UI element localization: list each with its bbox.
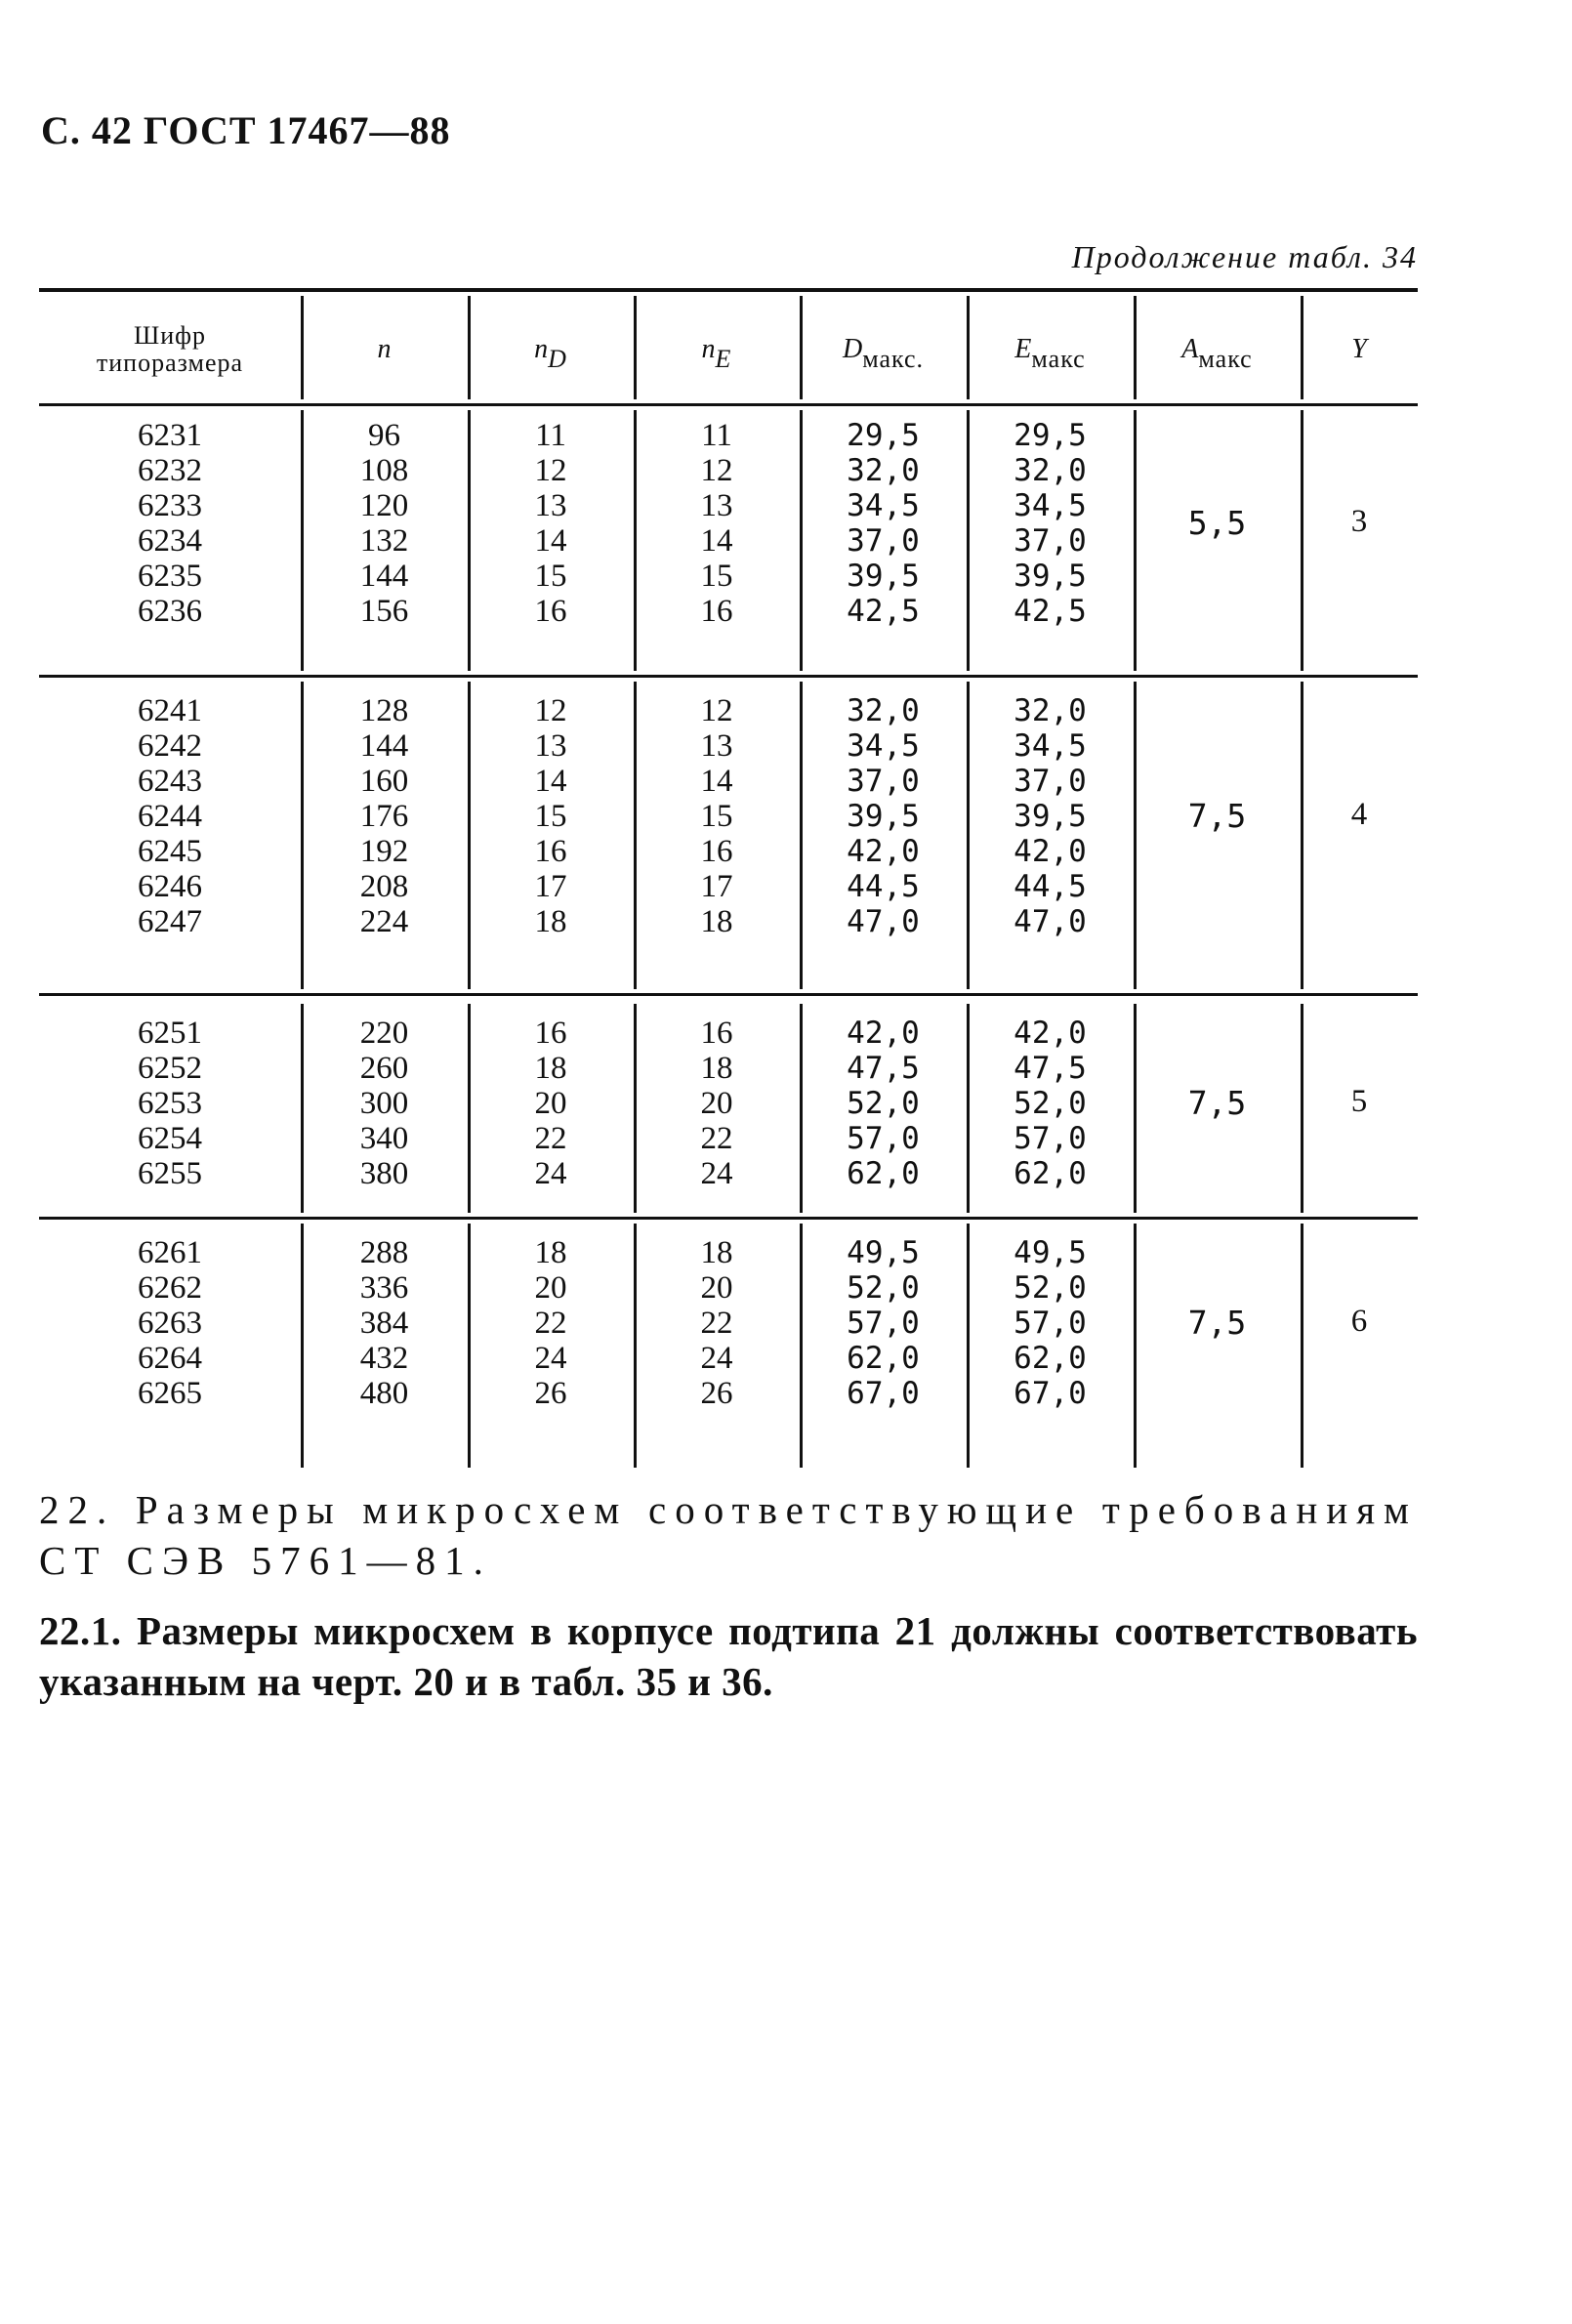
- group-divider: [39, 1217, 1418, 1220]
- col-nD-values: 16 18 20 22 24: [534, 1016, 567, 1191]
- col-header-Amax: [1134, 306, 1301, 394]
- col-header-Amax-main: A: [1181, 334, 1199, 364]
- col-code-values: 6231 6232 6233 6234 6235 6236: [138, 418, 202, 629]
- col-header-Y-main: Y: [1351, 334, 1367, 364]
- col-header-n-main: n: [377, 334, 392, 364]
- column-divider: [1134, 296, 1137, 399]
- column-divider: [1301, 682, 1303, 989]
- col-nD-values: 11 12 13 14 15 16: [534, 418, 567, 629]
- col-code-values: 6261 6262 6263 6264 6265: [138, 1235, 202, 1411]
- col-nD-values: 12 13 14 15 16 17 18: [534, 693, 567, 939]
- header-bottom-rule: [39, 403, 1418, 406]
- amax-value: 7,5: [1187, 797, 1247, 835]
- column-divider: [800, 410, 803, 671]
- y-value: 5: [1350, 1084, 1368, 1119]
- page-header: С. 42 ГОСТ 17467—88: [41, 108, 451, 152]
- col-nE-values: 12 13 14 15 16 17 18: [700, 693, 733, 939]
- col-header-nE-main: n: [701, 334, 716, 364]
- col-header-Emax-main: E: [1014, 334, 1032, 364]
- group-divider: [39, 675, 1418, 678]
- y-value: 4: [1350, 797, 1368, 832]
- column-divider: [468, 1004, 471, 1213]
- paragraph-22: 22. Размеры микросхем соответствующие требованиям СТ СЭВ 5761—81.: [39, 1487, 1418, 1583]
- column-divider: [1301, 1224, 1303, 1468]
- column-divider: [468, 296, 471, 399]
- column-divider: [1134, 410, 1137, 671]
- column-divider: [468, 410, 471, 671]
- column-divider: [800, 296, 803, 399]
- table-top-rule: [39, 288, 1418, 292]
- column-divider: [301, 1224, 304, 1468]
- column-divider: [967, 296, 970, 399]
- col-header-Dmax: [800, 306, 967, 394]
- col-header-n: [301, 306, 468, 394]
- column-divider: [967, 410, 970, 671]
- column-divider: [967, 682, 970, 989]
- amax-value: 5,5: [1187, 504, 1247, 542]
- column-divider: [468, 682, 471, 989]
- col-header-nD: [468, 306, 634, 394]
- col-E-values: 49,5 52,0 57,0 62,0 67,0: [1014, 1235, 1087, 1411]
- column-divider: [800, 1224, 803, 1468]
- column-divider: [1301, 410, 1303, 671]
- column-divider: [1301, 296, 1303, 399]
- col-code-values: 6251 6252 6253 6254 6255: [138, 1016, 202, 1191]
- y-value: 6: [1350, 1304, 1368, 1339]
- col-n-values: 96 108 120 132 144 156: [359, 418, 409, 629]
- col-E-values: 42,0 47,5 52,0 57,0 62,0: [1014, 1016, 1087, 1191]
- col-D-values: 49,5 52,0 57,0 62,0 67,0: [847, 1235, 920, 1411]
- amax-value: 7,5: [1187, 1304, 1247, 1342]
- table-continuation-caption: Продолжение табл. 34: [1071, 239, 1418, 274]
- column-divider: [634, 1224, 637, 1468]
- column-divider: [800, 682, 803, 989]
- column-divider: [967, 1224, 970, 1468]
- col-n-values: 288 336 384 432 480: [359, 1235, 409, 1411]
- col-header-Dmax-sub: макс.: [862, 345, 925, 373]
- col-nE-values: 11 12 13 14 15 16: [700, 418, 733, 629]
- amax-value: 7,5: [1187, 1084, 1247, 1122]
- col-D-values: 42,0 47,5 52,0 57,0 62,0: [847, 1016, 920, 1191]
- column-divider: [634, 296, 637, 399]
- column-divider: [468, 1224, 471, 1468]
- column-divider: [1134, 1224, 1137, 1468]
- col-header-Y: [1301, 306, 1418, 394]
- col-n-values: 128 144 160 176 192 208 224: [359, 693, 409, 939]
- column-divider: [967, 1004, 970, 1213]
- col-nE-values: 16 18 20 22 24: [700, 1016, 733, 1191]
- column-divider: [301, 296, 304, 399]
- col-header-Amax-sub: макс: [1198, 345, 1253, 373]
- col-header-code: Шифр типоразмера: [96, 321, 244, 377]
- paragraph-22-1: 22.1. Размеры микросхем в корпусе подтипа 21 должны соответствовать указанным на черт. 20 и в табл. 35 и 36.: [39, 1608, 1418, 1704]
- column-divider: [634, 410, 637, 671]
- col-D-values: 29,5 32,0 34,5 37,0 39,5 42,5: [847, 418, 920, 629]
- col-header-nE: [634, 306, 800, 394]
- column-divider: [634, 682, 637, 989]
- col-code-values: 6241 6242 6243 6244 6245 6246 6247: [138, 693, 202, 939]
- column-divider: [634, 1004, 637, 1213]
- col-D-values: 32,0 34,5 37,0 39,5 42,0 44,5 47,0: [847, 693, 920, 939]
- col-header-nE-sub: E: [715, 345, 732, 373]
- group-divider: [39, 993, 1418, 996]
- col-E-values: 32,0 34,5 37,0 39,5 42,0 44,5 47,0: [1014, 693, 1087, 939]
- col-E-values: 29,5 32,0 34,5 37,0 39,5 42,5: [1014, 418, 1087, 629]
- col-nD-values: 18 20 22 24 26: [534, 1235, 567, 1411]
- column-divider: [1301, 1004, 1303, 1213]
- col-header-Dmax-main: D: [842, 334, 863, 364]
- col-header-nD-main: n: [534, 334, 549, 364]
- col-header-Emax-sub: макс: [1031, 345, 1086, 373]
- col-n-values: 220 260 300 340 380: [359, 1016, 409, 1191]
- column-divider: [800, 1004, 803, 1213]
- y-value: 3: [1350, 504, 1368, 539]
- column-divider: [301, 410, 304, 671]
- col-header-Emax: [967, 306, 1134, 394]
- column-divider: [301, 682, 304, 989]
- col-nE-values: 18 20 22 24 26: [700, 1235, 733, 1411]
- column-divider: [1134, 682, 1137, 989]
- column-divider: [1134, 1004, 1137, 1213]
- col-header-nD-sub: D: [548, 345, 567, 373]
- column-divider: [301, 1004, 304, 1213]
